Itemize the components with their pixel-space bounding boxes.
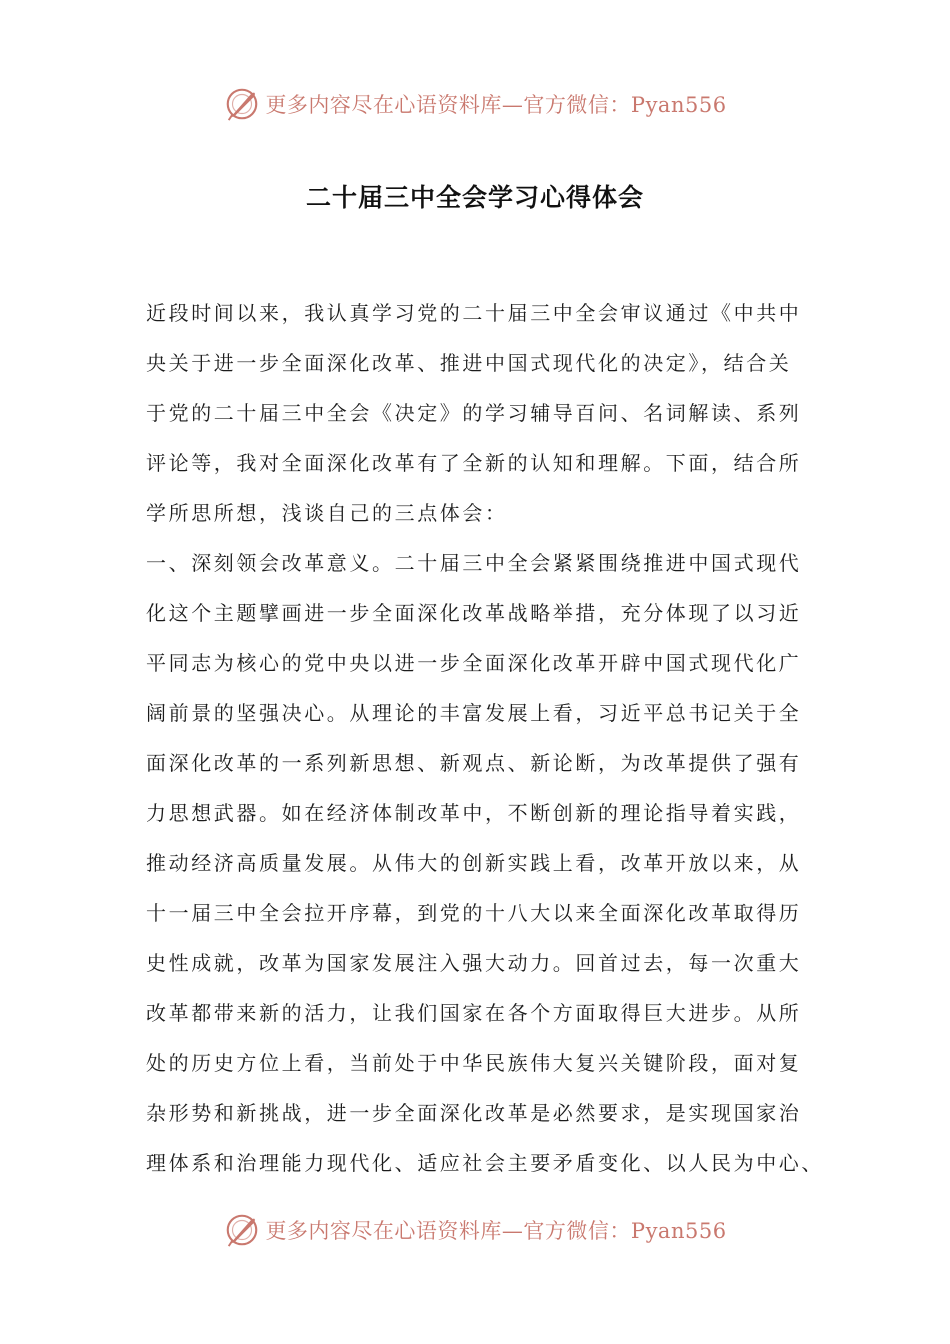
document-body <box>146 288 824 1188</box>
text-line: 学所思所想，浅谈自己的三点体会： <box>146 501 508 525</box>
text-line: 史性成就，改革为国家发展注入强大动力。回首过去，每一次重大 <box>146 951 802 975</box>
text-line: 面深化改革的一系列新思想、新观点、新论断，为改革提供了强有 <box>146 751 802 775</box>
text-line: 处的历史方位上看，当前处于中华民族伟大复兴关键阶段，面对复 <box>146 1051 802 1075</box>
text-line: 央关于进一步全面深化改革、推进中国式现代化的决定》，结合关 <box>146 351 792 375</box>
text-line: 力思想武器。如在经济体制改革中，不断创新的理论指导着实践， <box>146 801 802 825</box>
text-line: 杂形势和新挑战，进一步全面深化改革是必然要求，是实现国家治 <box>146 1101 802 1125</box>
text-line: 于党的二十届三中全会《决定》的学习辅导百问、名词解读、系列 <box>146 401 802 425</box>
document-title: 二十届三中全会学习心得体会 <box>305 183 644 212</box>
quill-pen-logo-icon <box>223 85 261 123</box>
text-line: 一、深刻领会改革意义。二十届三中全会紧紧围绕推进中国式现代 <box>146 551 802 575</box>
text-line: 十一届三中全会拉开序幕，到党的十八大以来全面深化改革取得历 <box>146 901 802 925</box>
bottom-watermark-banner <box>0 1210 950 1250</box>
watermark-text: 更多内容尽在心语资料库—官方微信：Pyan556 <box>265 1219 727 1243</box>
text-line: 推动经济高质量发展。从伟大的创新实践上看，改革开放以来，从 <box>146 851 802 875</box>
watermark-text: 更多内容尽在心语资料库—官方微信：Pyan556 <box>265 93 727 117</box>
quill-pen-logo-icon <box>223 1211 261 1249</box>
text-line: 阔前景的坚强决心。从理论的丰富发展上看，习近平总书记关于全 <box>146 701 802 725</box>
text-line: 理体系和治理能力现代化、适应社会主要矛盾变化、以人民为中心、 <box>146 1151 824 1175</box>
text-line: 改革都带来新的活力，让我们国家在各个方面取得巨大进步。从所 <box>146 1001 802 1025</box>
text-line: 化这个主题擘画进一步全面深化改革战略举措，充分体现了以习近 <box>146 601 802 625</box>
text-line: 评论等，我对全面深化改革有了全新的认知和理解。下面，结合所 <box>146 451 802 475</box>
text-line: 近段时间以来，我认真学习党的二十届三中全会审议通过《中共中 <box>146 301 802 325</box>
text-line: 平同志为核心的党中央以进一步全面深化改革开辟中国式现代化广 <box>146 651 802 675</box>
top-watermark-banner <box>0 84 950 124</box>
